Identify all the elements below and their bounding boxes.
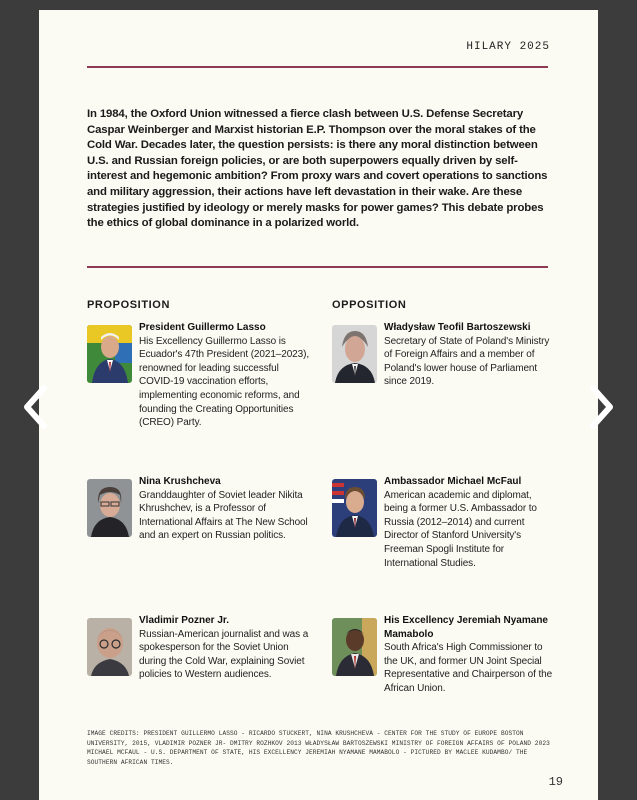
next-page-button[interactable] xyxy=(583,382,621,432)
speaker-photo-bartoszewski xyxy=(332,325,377,383)
speaker-photo-pozner xyxy=(87,618,132,676)
speaker-bio: Granddaughter of Soviet leader Nikita Khrushchev, is a Professor of International Affairs at The New School and an expert on Russian politics. xyxy=(139,489,308,542)
speaker-bio: Russian-American journalist and was a spokesperson for the Soviet Union during the Cold War, explaining Soviet policies to Western audiences. xyxy=(139,628,309,681)
portrait-icon xyxy=(87,479,132,537)
speaker-name: President Guillermo Lasso xyxy=(139,322,266,333)
speaker-name: Nina Krushcheva xyxy=(139,476,221,487)
top-divider xyxy=(87,66,548,68)
portrait-icon xyxy=(332,325,377,383)
intro-paragraph: In 1984, the Oxford Union witnessed a fierce clash between U.S. Defense Secretary Caspar Weinberger and Marxist historian E.P. Thompson over the moral stakes of the Cold War. Decades later, the question persists: is there any moral distinction between U.S. and Russian foreign policies, or are both superpowers equally driven by self-interest and hegemonic ambition? From proxy wars and covert operations to sanctions and military aggression, their actions have left devastation in their wake. Are these strategies justified by ideology or merely masks for power games? This debate probes the ethics of global dominance in a polarized world. xyxy=(87,108,548,230)
speaker-bio: His Excellency Guillermo Lasso is Ecuador's 47th President (2021–2023), renowned for leading successful COVID-19 vaccination efforts, implementing economic reforms, and founding the Creating Opportunities (CREO) Party. xyxy=(139,335,309,429)
magazine-page xyxy=(39,10,598,800)
speaker-photo-lasso xyxy=(87,325,132,383)
portrait-icon xyxy=(87,618,132,676)
speaker-bio: Secretary of State of Poland's Ministry of Foreign Affairs and a member of Poland's lower house of Parliament since 2019. xyxy=(384,335,550,388)
edition-label: HILARY 2025 xyxy=(466,41,550,53)
previous-page-button[interactable] xyxy=(16,382,54,432)
speaker-photo-mamabolo xyxy=(332,618,377,676)
middle-divider xyxy=(87,266,548,268)
speaker-bio: American academic and diplomat, being a former U.S. Ambassador to Russia (2012–2014) and current Director of Stanford University's Freeman Spogli Institute for International Studies. xyxy=(384,489,537,569)
image-credits: IMAGE CREDITS: PRESIDENT GUILLERMO LASSO - RICARDO STUCKERT, NINA KRUSHCHEVA - CENTER FOR THE STUDY OF EUROPE BOSTON UNIVERSITY, 2015, VLADIMIR POZNER JR- DMITRY ROZHKOV 2013 WŁADYSŁAW BARTOSZEWSKI MINISTRY OF FOREIGN AFFAIRS OF POLAND 2023 MICHAEL MCFAUL - U.S. DEPARTMENT OF STATE, HIS EXCELLENCY JEREMIAH NYAMANE MAMABOLO - PICTURED BY MACLEE KUDAMBO/ THE SOUTHERN AFRICAN TIMES. xyxy=(87,730,550,766)
proposition-heading: PROPOSITION xyxy=(87,299,170,311)
page-number: 19 xyxy=(548,775,563,789)
chevron-right-icon xyxy=(587,384,617,430)
speaker-photo-krushcheva xyxy=(87,479,132,537)
speaker-name: Vladimir Pozner Jr. xyxy=(139,615,230,626)
opposition-heading: OPPOSITION xyxy=(332,299,407,311)
speaker-name: His Excellency Jeremiah Nyamane Mamabolo xyxy=(384,615,548,640)
speaker-name: Władysław Teofil Bartoszewski xyxy=(384,322,531,333)
portrait-icon xyxy=(332,618,377,676)
speaker-bio: South Africa's High Commissioner to the UK, and former UN Joint Special Representative and Chairperson of the African Union. xyxy=(384,642,553,694)
speaker-photo-mcfaul xyxy=(332,479,377,537)
portrait-icon xyxy=(332,479,377,537)
speaker-name: Ambassador Michael McFaul xyxy=(384,476,522,487)
portrait-icon xyxy=(87,325,132,383)
chevron-left-icon xyxy=(20,384,50,430)
